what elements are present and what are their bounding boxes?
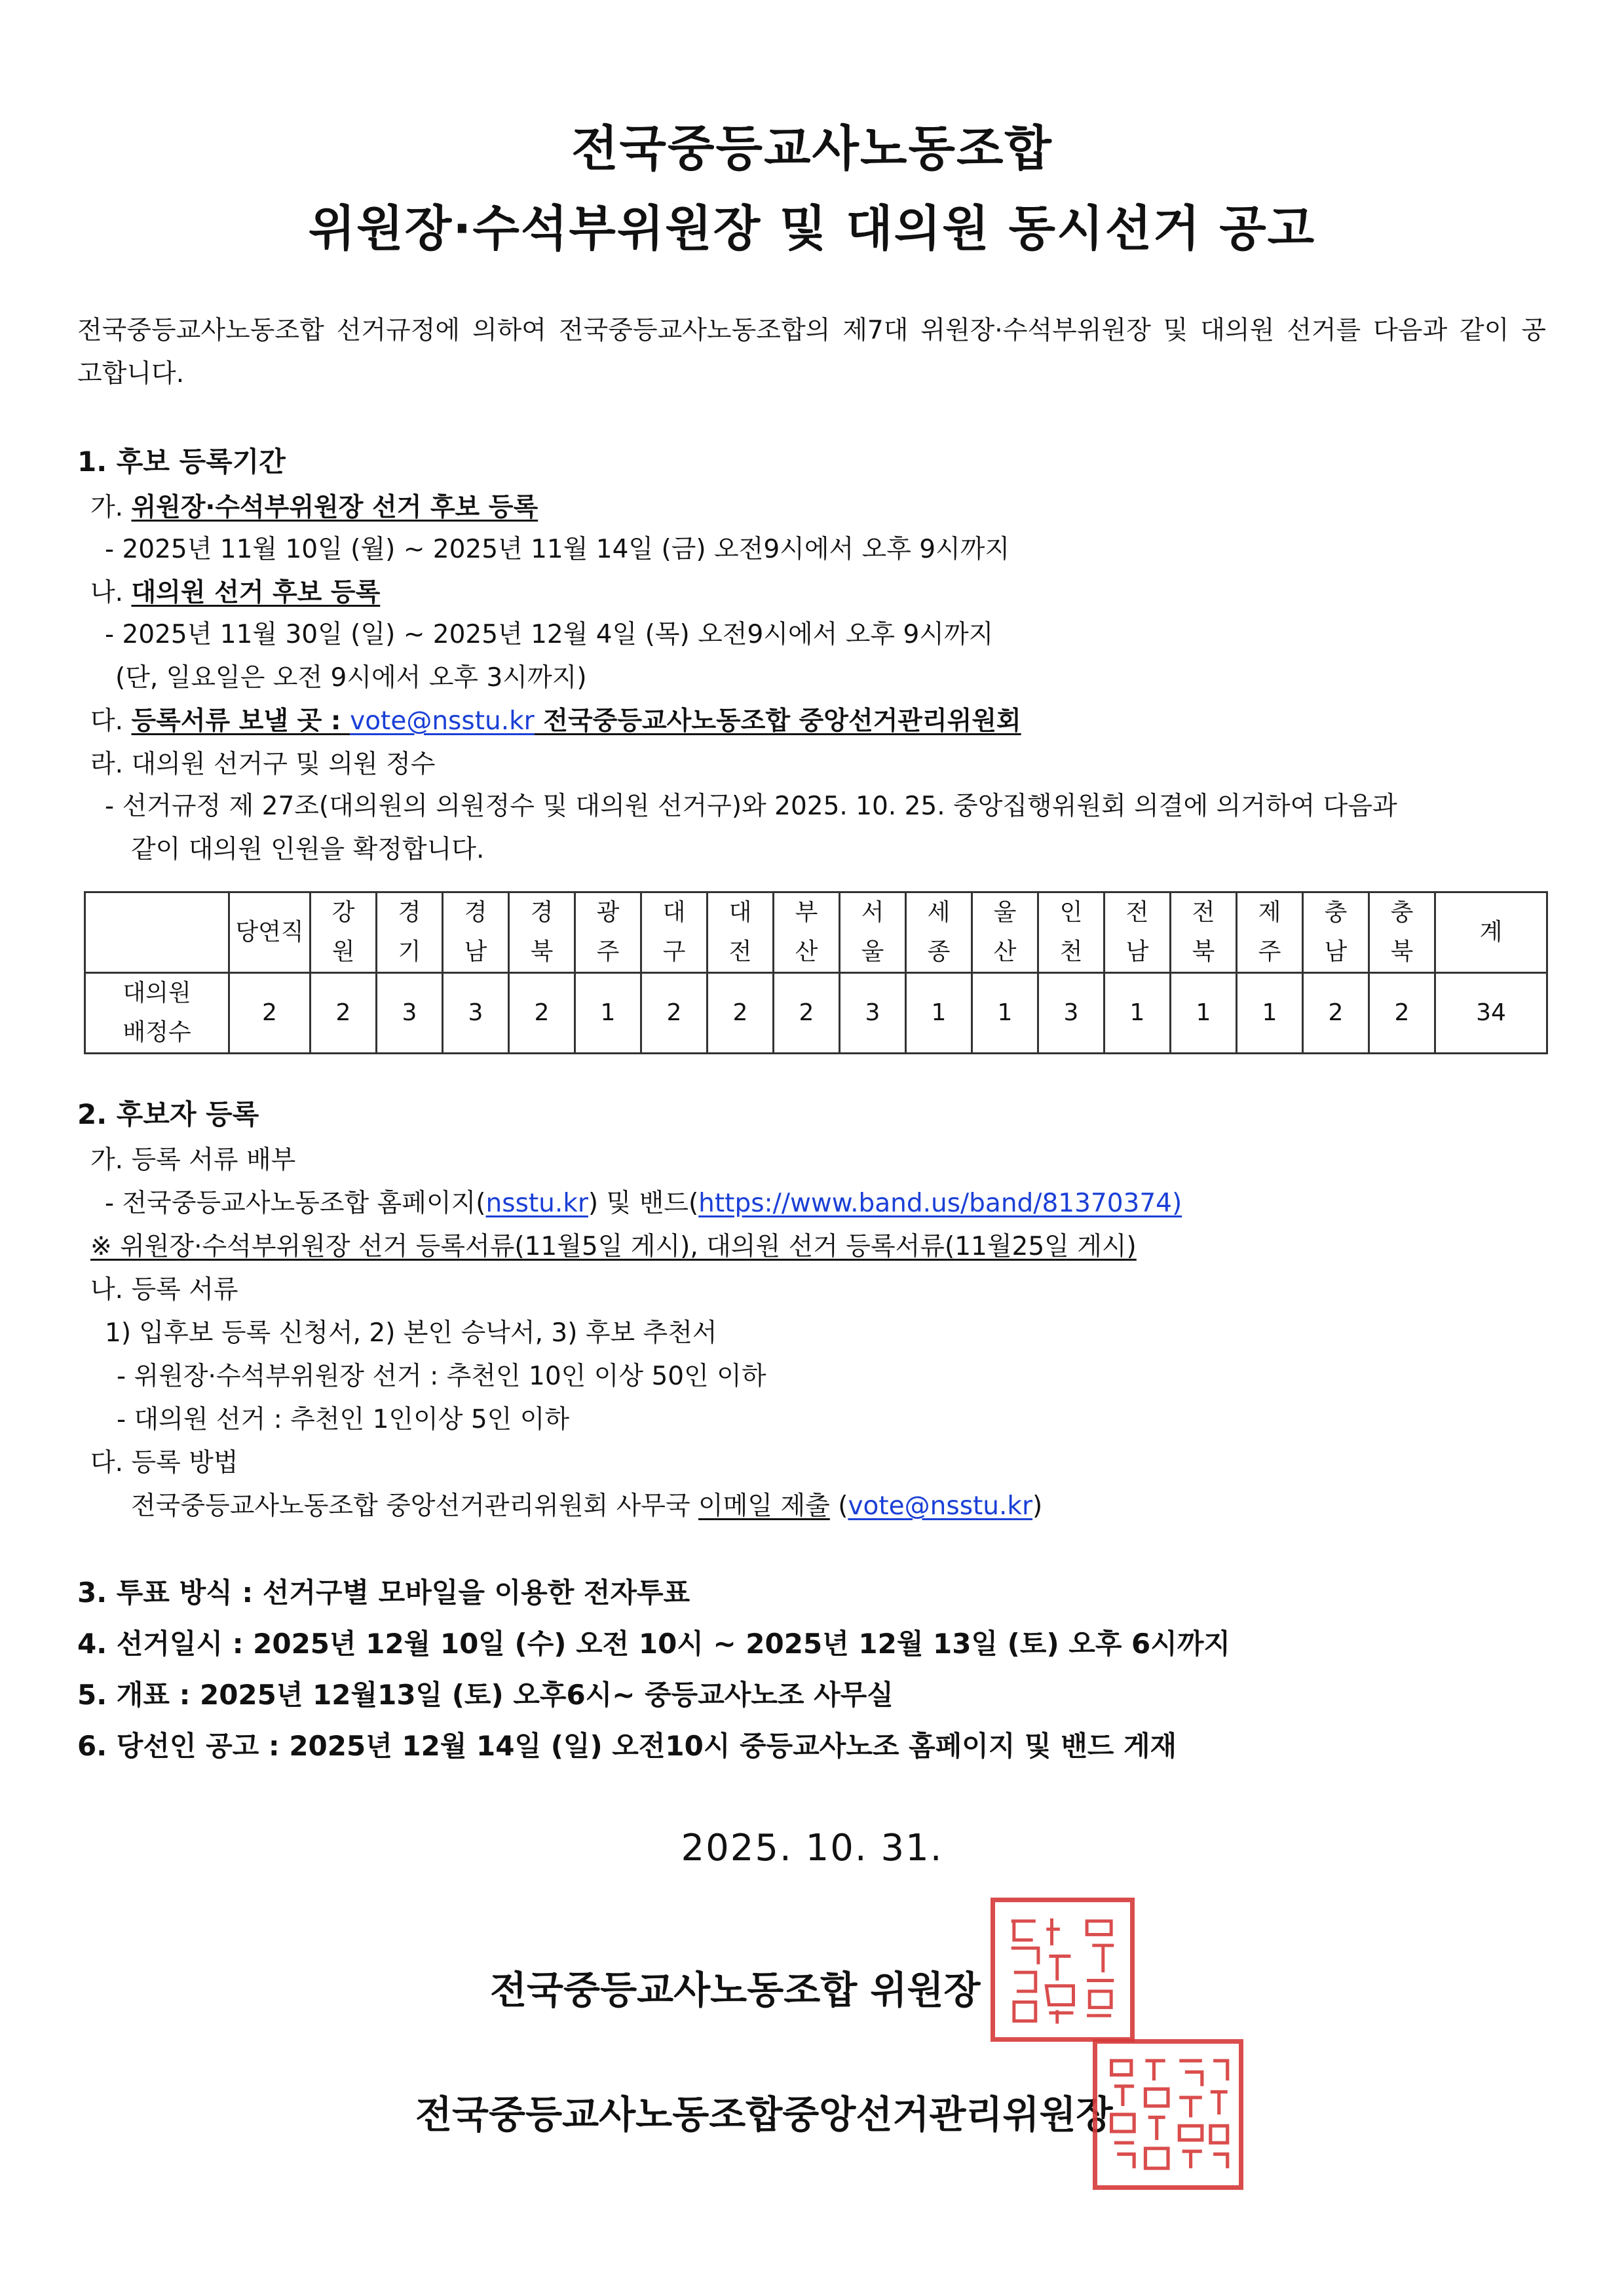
region-header: 제 주 bbox=[1237, 892, 1303, 973]
section2-na-docs: 1) 입후보 등록 신청서, 2) 본인 승낙서, 3) 후보 추천서 bbox=[105, 1318, 717, 1348]
region-value: 1 bbox=[1105, 973, 1171, 1054]
chair-seal-stamp bbox=[991, 1898, 1135, 2042]
section2-da-email-link[interactable]: vote@nsstu.kr bbox=[848, 1491, 1033, 1521]
region-header: 경 남 bbox=[443, 892, 509, 973]
region-header: 경 북 bbox=[509, 892, 575, 973]
region-value: 2 bbox=[641, 973, 708, 1054]
signature-committee-chair: 전국중등교사노동조합중앙선거관리위원장 bbox=[415, 2092, 1113, 2137]
section2-da-email-submit: 이메일 제출 bbox=[698, 1491, 830, 1521]
region-value: 1 bbox=[1171, 973, 1237, 1054]
seat-table-corner-cell bbox=[85, 892, 229, 973]
homepage-link[interactable]: nsstu.kr bbox=[485, 1189, 588, 1218]
section2-notice: ※ 위원장·수석부위원장 선거 등록서류(11월5일 게시), 대의원 선거 등록서류(11월25일 게시) bbox=[90, 1232, 1137, 1261]
region-header: 대 구 bbox=[641, 892, 708, 973]
region-value: 2 bbox=[1303, 973, 1369, 1054]
seat-allocation-table bbox=[84, 891, 1548, 1054]
intro-paragraph: 전국중등교사노동조합 선거규정에 의하여 전국중등교사노동조합의 제7대 위원장·수석부위원장 및 대의원 선거를 다음과 같이 공고합니다. bbox=[77, 316, 1546, 389]
region-header: 대 전 bbox=[708, 892, 774, 973]
region-value: 3 bbox=[1038, 973, 1105, 1054]
ex-officio-header: 당연직 bbox=[229, 892, 311, 973]
section6-winner-notice: 6. 당선인 공고 : 2025년 12월 14일 (일) 오전10시 중등교사노조 홈페이지 및 밴드 게재 bbox=[77, 1730, 1177, 1762]
section1-ra-text2: 같이 대의원 인원을 확정합니다. bbox=[131, 835, 485, 864]
total-header: 계 bbox=[1435, 892, 1547, 973]
section1-da-prefix: 다. bbox=[90, 706, 124, 736]
committee-seal-pattern bbox=[1097, 2044, 1239, 2185]
section2-ga-title: 가. 등록 서류 배부 bbox=[90, 1145, 296, 1175]
section2-da-text-a: 전국중등교사노동조합 중앙선거관리위원회 사무국 bbox=[131, 1491, 699, 1521]
section1-na bbox=[90, 577, 380, 609]
section1-na-prefix: 나. bbox=[90, 578, 124, 607]
region-header: 강 원 bbox=[311, 892, 377, 973]
region-value: 3 bbox=[840, 973, 906, 1054]
section2-na-rule1: - 위원장·수석부위원장 선거 : 추천인 10인 이상 50인 이하 bbox=[117, 1362, 766, 1391]
section3-voting-method: 3. 투표 방식 : 선거구별 모바일을 이용한 전자투표 bbox=[77, 1577, 690, 1609]
section1-da-org: 전국중등교사노동조합 중앙선거관리위원회 bbox=[534, 706, 1021, 736]
section1-da bbox=[90, 705, 1021, 738]
section2-ga-text-a: - 전국중등교사노동조합 홈페이지( bbox=[105, 1189, 486, 1218]
region-header: 경 기 bbox=[377, 892, 443, 973]
region-value: 1 bbox=[972, 973, 1038, 1054]
region-header: 광 주 bbox=[575, 892, 641, 973]
section2-na-rule2: - 대의원 선거 : 추천인 1인이상 5인 이하 bbox=[117, 1405, 570, 1434]
section1-ga-period: - 2025년 11월 10일 (월) ~ 2025년 11월 14일 (금) 오전9시에서 오후 9시까지 bbox=[105, 535, 1010, 564]
region-value: 2 bbox=[708, 973, 774, 1054]
region-value: 2 bbox=[1369, 973, 1435, 1054]
section1-ga-prefix: 가. bbox=[90, 493, 124, 522]
region-value: 1 bbox=[1237, 973, 1303, 1054]
committee-seal-stamp bbox=[1093, 2039, 1243, 2190]
section2-da-title: 다. 등록 방법 bbox=[90, 1448, 238, 1478]
section2-ga-text bbox=[105, 1187, 1182, 1220]
region-header: 울 산 bbox=[972, 892, 1038, 973]
ex-officio-value: 2 bbox=[229, 973, 311, 1054]
region-header: 서 울 bbox=[840, 892, 906, 973]
region-value: 2 bbox=[774, 973, 840, 1054]
row-label: 대의원 배정수 bbox=[85, 973, 229, 1054]
region-header: 충 북 bbox=[1369, 892, 1435, 973]
region-value: 1 bbox=[906, 973, 972, 1054]
region-value: 3 bbox=[443, 973, 509, 1054]
title-line-2: 위원장·수석부위원장 및 대의원 동시선거 공고 bbox=[308, 201, 1316, 257]
section1-na-period: - 2025년 11월 30일 (일) ~ 2025년 12월 4일 (목) 오전9시에서 오후 9시까지 bbox=[105, 620, 994, 649]
region-value: 2 bbox=[509, 973, 575, 1054]
region-header: 인 천 bbox=[1038, 892, 1105, 973]
region-header: 부 산 bbox=[774, 892, 840, 973]
section2-heading: 2. 후보자 등록 bbox=[77, 1098, 259, 1130]
section1-na-note: (단, 일요일은 오전 9시에서 오후 3시까지) bbox=[115, 663, 587, 693]
section1-heading: 1. 후보 등록기간 bbox=[77, 446, 286, 478]
seat-table-header-row bbox=[85, 892, 1547, 973]
title-line-1: 전국중등교사노동조합 bbox=[571, 121, 1053, 177]
region-header: 세 종 bbox=[906, 892, 972, 973]
region-header: 전 북 bbox=[1171, 892, 1237, 973]
section4-election-date: 4. 선거일시 : 2025년 12월 10일 (수) 오전 10시 ~ 2025년 12월 13일 (토) 오후 6시까지 bbox=[77, 1628, 1230, 1660]
signature-chair: 전국중등교사노동조합 위원장 bbox=[490, 1968, 981, 2012]
region-header: 충 남 bbox=[1303, 892, 1369, 973]
band-link[interactable]: https://www.band.us/band/81370374) bbox=[698, 1189, 1182, 1218]
section2-ga-text-b: ) 및 밴드( bbox=[588, 1189, 699, 1218]
region-value: 1 bbox=[575, 973, 641, 1054]
total-value: 34 bbox=[1435, 973, 1547, 1054]
seat-table-value-row bbox=[85, 973, 1547, 1054]
section1-da-label: 등록서류 보낼 곳 : bbox=[131, 706, 350, 736]
announcement-date: 2025. 10. 31. bbox=[681, 1827, 943, 1869]
section1-ra-text1: - 선거규정 제 27조(대의원의 의원정수 및 대의원 선거구)와 2025. 10. 25. 중앙집행위원회 의결에 의거하여 다음과 bbox=[105, 792, 1397, 821]
section5-counting: 5. 개표 : 2025년 12월13일 (토) 오후6시~ 중등교사노조 사무실 bbox=[77, 1679, 894, 1711]
chair-seal-pattern bbox=[995, 1902, 1130, 2037]
section1-na-title: 대의원 선거 후보 등록 bbox=[131, 578, 381, 607]
region-header: 전 남 bbox=[1105, 892, 1171, 973]
section2-da-text-b: ( bbox=[829, 1491, 848, 1521]
region-value: 2 bbox=[311, 973, 377, 1054]
section1-ga-title: 위원장·수석부위원장 선거 후보 등록 bbox=[131, 493, 538, 522]
section1-ga bbox=[90, 491, 538, 524]
section1-ra-title: 라. 대의원 선거구 및 의원 정수 bbox=[90, 750, 436, 779]
region-value: 3 bbox=[377, 973, 443, 1054]
section2-da-text bbox=[131, 1490, 1042, 1523]
section1-da-email-link[interactable]: vote@nsstu.kr bbox=[350, 706, 535, 736]
section2-da-text-c: ) bbox=[1032, 1491, 1043, 1521]
section2-na-title: 나. 등록 서류 bbox=[90, 1275, 238, 1305]
